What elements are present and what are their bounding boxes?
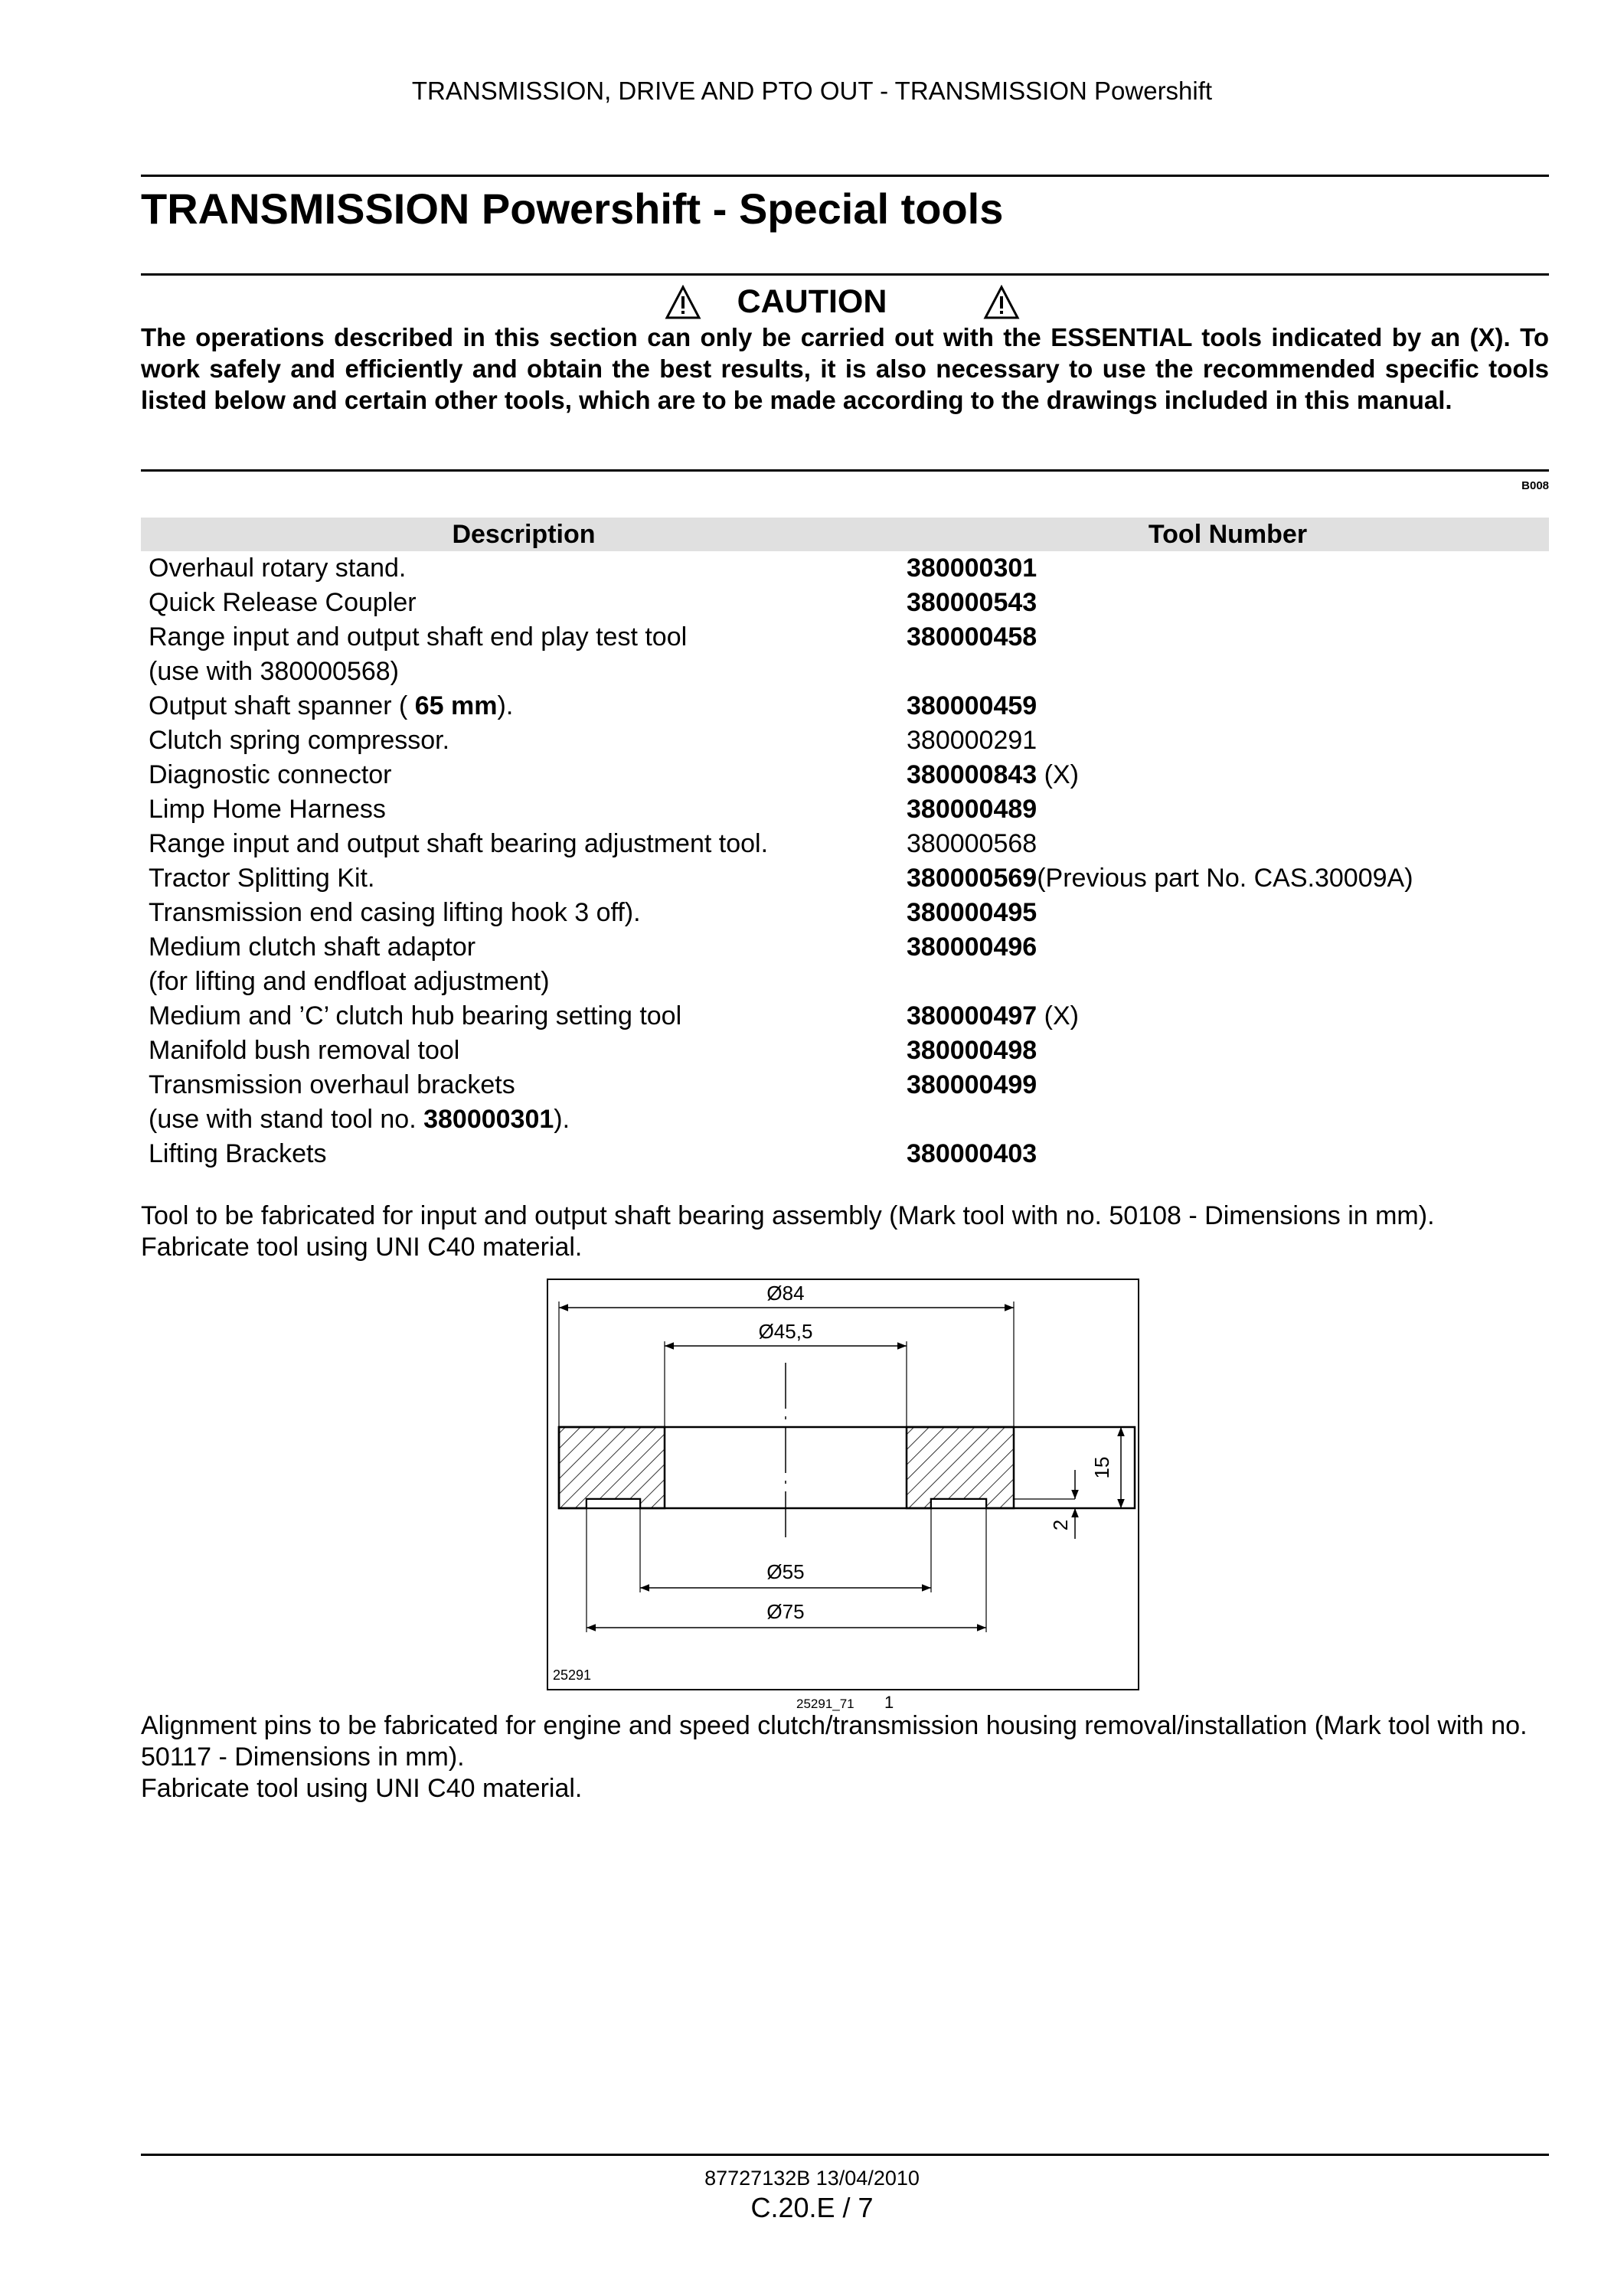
description-text: Overhaul rotary stand. — [149, 554, 407, 583]
tool-number — [907, 1068, 1549, 1137]
tool-number — [907, 1137, 1549, 1171]
description-emphasis: 65 mm — [414, 691, 498, 720]
description-text: ). — [554, 1105, 570, 1134]
description-text: Range input and output shaft bearing adjustment tool. — [149, 829, 769, 858]
tool-description — [141, 827, 907, 861]
tool-description — [141, 792, 907, 827]
reference-code: B008 — [1521, 479, 1549, 492]
tool-description — [141, 551, 907, 586]
tool-number-value: 380000569 — [907, 864, 1037, 893]
tool-number-value: 380000496 — [907, 932, 1037, 962]
tool-number — [907, 758, 1549, 792]
description-text: ). — [497, 691, 514, 720]
tool-number — [907, 723, 1549, 758]
fabrication-note-1 — [141, 1200, 1549, 1263]
tool-description — [141, 896, 907, 930]
warning-icon — [983, 285, 1020, 320]
tool-number — [907, 1034, 1549, 1068]
note-line: Tool to be fabricated for input and output shaft bearing assembly (Mark tool with no. 50108 - Dimensions in mm). — [141, 1201, 1435, 1230]
description-text: Transmission end casing lifting hook 3 off). — [149, 898, 641, 927]
table-row — [141, 792, 1549, 827]
tool-number-value: 380000543 — [907, 588, 1037, 617]
figure-caption: 25291_71 — [796, 1697, 854, 1711]
tool-number — [907, 620, 1549, 689]
tool-description — [141, 999, 907, 1034]
tool-number-value: 380000568 — [907, 829, 1037, 858]
tool-number — [907, 999, 1549, 1034]
tool-number-value: 380000291 — [907, 726, 1037, 755]
tool-number-value: 380000301 — [907, 554, 1037, 583]
tool-number — [907, 551, 1549, 586]
table-row — [141, 999, 1549, 1034]
tool-number-suffix: (Previous part No. CAS.30009A) — [1037, 864, 1413, 893]
tool-number — [907, 792, 1549, 827]
description-text: Quick Release Coupler — [149, 588, 417, 617]
drawing-id: 25291 — [553, 1667, 592, 1683]
tool-number-value: 380000495 — [907, 898, 1037, 927]
description-text: Medium and ’C’ clutch hub bearing setting tool — [149, 1001, 682, 1030]
description-text: Output shaft spanner ( — [149, 691, 415, 720]
table-row — [141, 551, 1549, 586]
dimension-2: 2 — [1049, 1519, 1072, 1531]
table-row — [141, 1034, 1549, 1068]
description-text: (for lifting and endfloat adjustment) — [149, 967, 550, 996]
figure-number: 1 — [884, 1693, 894, 1712]
title-rule-top — [141, 175, 1549, 177]
tool-description — [141, 586, 907, 620]
description-text: Limp Home Harness — [149, 795, 386, 824]
dimension-45-5: Ø45,5 — [758, 1320, 813, 1343]
table-row — [141, 861, 1549, 896]
tool-number-suffix: (X) — [1037, 760, 1079, 789]
table-row — [141, 586, 1549, 620]
tool-number-value: 380000458 — [907, 622, 1037, 652]
description-text: Medium clutch shaft adaptor — [149, 932, 476, 962]
tool-number — [907, 930, 1549, 999]
note-line: Fabricate tool using UNI C40 material. — [141, 1233, 583, 1262]
table-row — [141, 1137, 1549, 1171]
tool-description — [141, 930, 907, 999]
caution-rule — [141, 469, 1549, 472]
dimension-75: Ø75 — [766, 1600, 805, 1623]
tool-drawing — [547, 1279, 1139, 1690]
table-row — [141, 896, 1549, 930]
tool-description — [141, 689, 907, 723]
dimension-84: Ø84 — [766, 1282, 805, 1305]
tool-number — [907, 689, 1549, 723]
tool-number-value: 380000403 — [907, 1139, 1037, 1168]
caution-heading: CAUTION — [737, 283, 887, 320]
description-text: Manifold bush removal tool — [149, 1036, 460, 1065]
tool-number-value: 380000459 — [907, 691, 1037, 720]
table-row — [141, 827, 1549, 861]
table-body — [141, 551, 1549, 1171]
tool-description — [141, 1068, 907, 1137]
tool-number-value: 380000499 — [907, 1070, 1037, 1099]
table-row — [141, 723, 1549, 758]
description-text: Tractor Splitting Kit. — [149, 864, 375, 893]
table-row — [141, 620, 1549, 689]
caution-text: The operations described in this section can only be carried out with the ESSENTIAL tools indicated by an (X). To work safely and efficiently and obtain the best results, it is also necessary to use the recommended specific tools listed below and certain other tools, which are to be made according to the drawings included in this manual. — [141, 323, 1549, 414]
description-text: Diagnostic connector — [149, 760, 392, 789]
tool-number — [907, 827, 1549, 861]
description-text: Transmission overhaul brackets — [149, 1070, 515, 1099]
dimension-55: Ø55 — [766, 1560, 805, 1583]
tool-number — [907, 896, 1549, 930]
tool-number-suffix: (X) — [1037, 1001, 1079, 1030]
footer-document-code: 87727132B 13/04/2010 — [704, 2167, 920, 2190]
page-title: TRANSMISSION Powershift - Special tools — [141, 185, 1004, 233]
special-tools-table — [141, 518, 1549, 1171]
footer-rule — [141, 2154, 1549, 2156]
tool-description — [141, 861, 907, 896]
tool-number-value: 380000498 — [907, 1036, 1037, 1065]
tool-number-value: 380000489 — [907, 795, 1037, 824]
tool-number-value: 380000497 — [907, 1001, 1037, 1030]
table-row — [141, 758, 1549, 792]
tool-description — [141, 723, 907, 758]
dimension-15: 15 — [1090, 1456, 1113, 1479]
description-emphasis: 380000301 — [423, 1105, 554, 1134]
note-line: Alignment pins to be fabricated for engine and speed clutch/transmission housing removal/installation (Mark tool with no. 50117 - Dimensions in mm). — [141, 1711, 1528, 1772]
tool-description — [141, 1034, 907, 1068]
description-text: Clutch spring compressor. — [149, 726, 450, 755]
hatched-section-left — [559, 1427, 665, 1508]
running-header: TRANSMISSION, DRIVE AND PTO OUT - TRANSMISSION Powershift — [411, 77, 1213, 105]
table-header-row — [141, 518, 1549, 551]
tool-description — [141, 1137, 907, 1171]
note-line: Fabricate tool using UNI C40 material. — [141, 1774, 583, 1803]
tool-number — [907, 586, 1549, 620]
description-text: (use with 380000568) — [149, 657, 400, 686]
column-header-description: Description — [141, 518, 907, 551]
tool-number — [907, 861, 1549, 896]
table-row — [141, 689, 1549, 723]
tool-description — [141, 620, 907, 689]
table-row — [141, 930, 1549, 999]
description-text: Lifting Brackets — [149, 1139, 327, 1168]
title-rule-bottom — [141, 273, 1549, 276]
footer-page-number: C.20.E / 7 — [750, 2192, 874, 2223]
hatched-section-right — [907, 1427, 1014, 1508]
tool-number-value: 380000843 — [907, 760, 1037, 789]
tool-description — [141, 758, 907, 792]
fabrication-note-2 — [141, 1710, 1549, 1804]
table-row — [141, 1068, 1549, 1137]
description-text: Range input and output shaft end play test tool — [149, 622, 688, 652]
column-header-tool-number: Tool Number — [907, 518, 1549, 551]
description-text: (use with stand tool no. — [149, 1105, 424, 1134]
